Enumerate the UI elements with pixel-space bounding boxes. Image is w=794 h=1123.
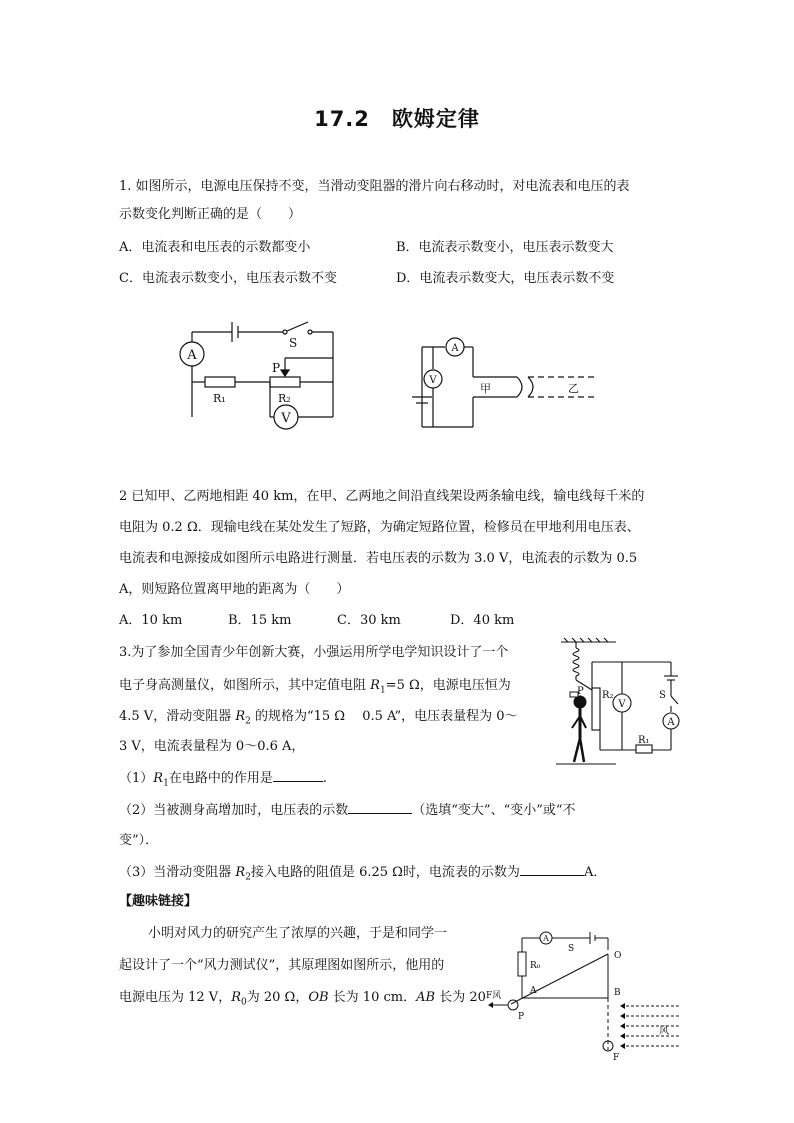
q1-option-c[interactable]: C．电流表示数变小，电压表示数不变 (119, 271, 337, 286)
fig2-ammeter-label: A (451, 343, 459, 354)
q3-sub3-var: R (235, 865, 246, 880)
q3-line2 (119, 676, 511, 701)
q2-circuit-figure (405, 330, 605, 430)
q1-stem-line2: 示数变化判断正确的是（ ） (119, 207, 302, 222)
q3-sub1 (119, 768, 327, 794)
q3-line1: 3.为了参加全国青少年创新大赛，小强运用所学电学知识设计了一个 (119, 645, 509, 660)
fig1-r2-label: R₂ (278, 392, 291, 405)
q1-option-d[interactable]: D．电流表示数变大，电压表示数不变 (396, 271, 615, 286)
fig3-r1-label: R₁ (638, 735, 650, 746)
q3-sub1-pre: （1） (119, 771, 154, 786)
q2-option-b[interactable]: B．15 km (228, 613, 292, 628)
q3-sub1-sub: 1 (163, 778, 169, 789)
fun-line3-var1: R (231, 990, 241, 1005)
fig3-switch-label: S (659, 690, 666, 701)
q3-line4: 3 V，电流表量程为 0～0.6 A， (119, 739, 305, 754)
fun-switch-label: S (568, 944, 575, 954)
q3-line3-post: 的规格为“15 Ω 0.5 A”，电压表量程为 0～ (250, 709, 518, 724)
fig2-yi-label: 乙 (568, 382, 579, 395)
fig3-voltmeter-label: V (618, 699, 626, 710)
fun-heading: 【趣味链接】 (119, 894, 198, 909)
q1-option-b[interactable]: B．电流表示数变小，电压表示数变大 (396, 240, 614, 255)
q3-sub2-answer-blank[interactable] (348, 800, 412, 814)
q3-sub2-line2: 变”）． (119, 833, 159, 848)
fig3-r2-label: R₂ (602, 690, 614, 701)
q3-sub3-sub: 2 (245, 872, 251, 883)
q3-sub3-pre: （3）当滑动变阻器 (119, 865, 236, 880)
fun-fa-label: F风 (486, 991, 502, 1001)
fun-line3-mid2: 长为 10 cm． (328, 990, 417, 1005)
fun-o-label: O (614, 951, 622, 961)
fig3-ammeter-label: A (667, 717, 675, 728)
q3-line3-pre: 4.5 V，滑动变阻器 (119, 709, 236, 724)
q3-line2-var: R (370, 678, 380, 693)
fun-line1: 小明对风力的研究产生了浓厚的兴趣，于是和同学一 (148, 926, 448, 941)
fun-b-label: B (614, 988, 621, 998)
fun-ammeter-label: A (543, 934, 549, 943)
fun-line3 (119, 988, 486, 1013)
q2-line3: 电流表和电源接成如图所示电路进行测量．若电压表的示数为 3.0 V，电流表的示数为 0.5 (119, 551, 638, 566)
q3-sub1-var: R (153, 771, 164, 786)
q3-sub3-end: A． (583, 865, 607, 880)
fun-wind-label: 风 (659, 1026, 669, 1037)
q3-sub3-mid: 接入电路的阻值是 6.25 Ω时，电流表的示数为 (250, 865, 520, 880)
page-title: 17.2 欧姆定律 (314, 107, 480, 131)
q3-sub2-post: （选填“变大”、“变小”或“不 (412, 803, 576, 818)
q1-circuit-figure (175, 310, 345, 435)
fig3-slider-label: P (577, 686, 584, 697)
q2-line4: A，则短路位置离甲地的距离为（ ） (119, 582, 350, 597)
q1-stem-line1: 1. 如图所示，电源电压保持不变，当滑动变阻器的滑片向右移动时，对电流表和电压的表 (119, 179, 630, 194)
q3-sub3 (119, 862, 606, 888)
fun-f-label: F (613, 1053, 620, 1062)
fig1-r1-label: R₁ (213, 392, 226, 405)
fig2-jia-label: 甲 (480, 382, 491, 395)
q3-line2-sub: 1 (379, 685, 386, 696)
fun-line3-post: 长为 20 (435, 990, 486, 1005)
fun-line3-sub1: 0 (241, 997, 247, 1008)
fun-line3-var2: OB (308, 990, 329, 1005)
fun-r0-label: R₀ (530, 961, 541, 971)
fun-line3-pre: 电源电压为 12 V， (119, 990, 232, 1005)
fun-a-label: A (530, 986, 537, 996)
q2-option-d[interactable]: D．40 km (450, 613, 515, 628)
fun-line3-var3: AB (416, 990, 436, 1005)
q3-sub2 (119, 800, 576, 821)
q3-line3-sub: 2 (245, 716, 251, 727)
q3-sub1-answer-blank[interactable] (273, 768, 323, 782)
fig2-voltmeter-label: V (429, 375, 437, 386)
fun-wind-tester-figure (484, 922, 684, 1062)
q3-line2-post: =5 Ω，电源电压恒为 (385, 678, 511, 693)
fig1-slider-label: P (272, 361, 281, 375)
q3-line2-pre: 电子身高测量仪，如图所示，其中定值电阻 (119, 678, 371, 693)
q2-option-c[interactable]: C．30 km (337, 613, 401, 628)
q3-height-meter-figure (556, 636, 686, 766)
fig1-switch-label: S (289, 336, 298, 350)
fun-p-label: P (518, 1012, 525, 1022)
q3-sub2-pre: （2）当被测身高增加时，电压表的示数 (119, 803, 349, 818)
q2-line1: 2 已知甲、乙两地相距 40 km，在甲、乙两地之间沿直线架设两条输电线，输电线每千米的 (119, 489, 645, 504)
fun-line2: 起设计了一个“风力测试仪”，其原理图如图所示，他用的 (119, 958, 445, 973)
q2-option-a[interactable]: A．10 km (119, 613, 183, 628)
q3-sub3-answer-blank[interactable] (520, 862, 584, 876)
q3-sub1-end: . (322, 771, 327, 786)
fun-line3-mid: 为 20 Ω， (246, 990, 309, 1005)
q2-line2: 电阻为 0.2 Ω．现输电线在某处发生了短路，为确定短路位置，检修员在甲地利用电压表、 (119, 520, 640, 535)
q3-line3 (119, 707, 518, 732)
q3-sub1-post: 在电路中的作用是 (168, 771, 273, 786)
fig1-ammeter-label: A (187, 348, 197, 363)
q1-option-a[interactable]: A．电流表和电压表的示数都变小 (119, 240, 311, 255)
q3-line3-var: R (235, 709, 246, 724)
fig1-voltmeter-label: V (281, 411, 291, 426)
